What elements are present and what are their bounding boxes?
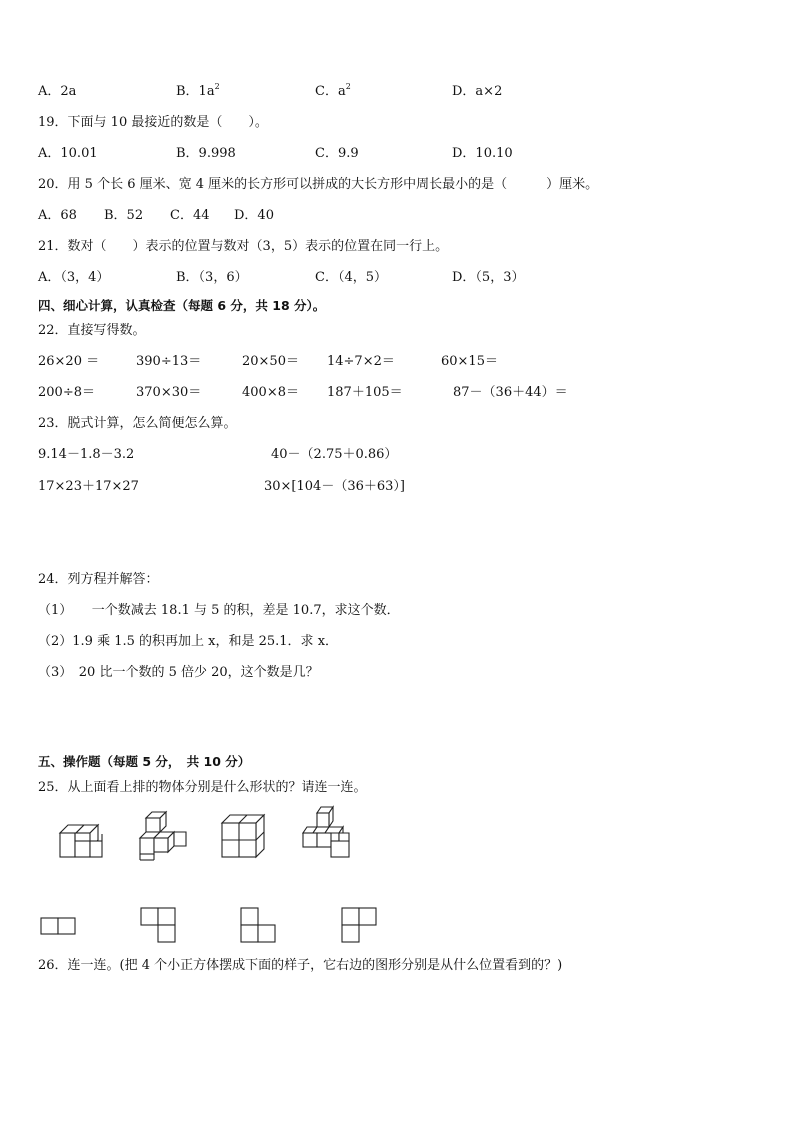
q25-stem: 25．从上面看上排的物体分别是什么形状的？请连一连。 <box>38 780 367 795</box>
q22-r1-c2: 390÷13＝ <box>136 354 202 369</box>
q19-option-c: C．9.9 <box>315 146 359 161</box>
q24-item-3: （3） 20 比一个数的 5 倍少 20，这个数是几？ <box>38 665 319 680</box>
q24-stem: 24．列方程并解答： <box>38 572 159 587</box>
section-5-heading: 五、操作题（每题 5 分， 共 10 分） <box>38 754 251 769</box>
q22-r1-c1: 26×20 ＝ <box>38 354 100 369</box>
q18-option-a: A．2a <box>38 84 77 99</box>
q19-option-a: A．10.01 <box>38 146 98 161</box>
q22-r2-c1: 200÷8＝ <box>38 385 95 400</box>
q23-expr-1: 9.14－1.8－3.2 <box>38 447 135 462</box>
q23-stem: 23．脱式计算，怎么简便怎么算。 <box>38 416 237 431</box>
q23-expr-2: 40－（2.75＋0.86） <box>271 447 398 462</box>
q20-option-c: C．44 <box>170 208 210 223</box>
q22-r2-c5: 87－（36＋44）＝ <box>453 385 568 400</box>
q18-option-d: D．a×2 <box>452 84 503 99</box>
q18-option-c-exponent: 2 <box>345 82 351 91</box>
q21-option-a: A．（3，4） <box>38 270 110 285</box>
q20-option-a: A．68 <box>38 208 77 223</box>
q22-r1-c4: 14÷7×2＝ <box>327 354 395 369</box>
q22-r2-c4: 187＋105＝ <box>327 385 403 400</box>
top-view-shape-2 <box>140 907 178 945</box>
section-4-heading: 四、细心计算，认真检查（每题 6 分，共 18 分）。 <box>38 298 326 313</box>
q20-stem: 20．用 5 个长 6 厘米、宽 4 厘米的长方形可以拼成的大长方形中周长最小的是（ ）厘米。 <box>38 177 599 192</box>
cube-figure-3 <box>220 813 270 859</box>
q21-option-d: D．（5，3） <box>452 270 525 285</box>
q19-stem: 19．下面与 10 最接近的数是（ ）。 <box>38 115 268 130</box>
q26-stem: 26．连一连。(把 4 个小正方体摆成下面的样子，它右边的图形分别是从什么位置看到的？) <box>38 958 563 973</box>
q22-r1-c3: 20×50＝ <box>242 354 299 369</box>
q22-r1-c5: 60×15＝ <box>441 354 498 369</box>
q23-expr-4: 30×[104－（36＋63）] <box>264 479 405 494</box>
q22-r2-c3: 400×8＝ <box>242 385 299 400</box>
cube-figure-4 <box>301 805 353 859</box>
q18-option-b: B．$1a^2$ <box>176 82 220 99</box>
q19-option-d: D．10.10 <box>452 146 513 161</box>
q22-r2-c2: 370×30＝ <box>136 385 202 400</box>
q18-option-c: C．$a^2$ <box>315 82 351 99</box>
top-view-shape-3 <box>240 907 278 945</box>
q24-item-1: （1） 一个数减去 18.1 与 5 的积，差是 10.7，求这个数． <box>38 603 400 618</box>
q19-option-b: B．9.998 <box>176 146 236 161</box>
q22-stem: 22．直接写得数。 <box>38 323 146 338</box>
cube-figure-1 <box>56 823 106 859</box>
q23-expr-3: 17×23＋17×27 <box>38 479 139 494</box>
q24-item-2: （2）1.9 乘 1.5 的积再加上 x，和是 25.1．求 x． <box>38 634 339 649</box>
q20-option-b: B．52 <box>104 208 144 223</box>
cube-figure-2 <box>136 810 188 862</box>
q20-option-d: D．40 <box>234 208 274 223</box>
q21-stem: 21．数对（ ）表示的位置与数对（3，5）表示的位置在同一行上。 <box>38 239 449 254</box>
q21-option-b: B．（3，6） <box>176 270 248 285</box>
q18-option-b-exponent: 2 <box>214 82 220 91</box>
q21-option-c: C．（4，5） <box>315 270 387 285</box>
top-view-shape-1 <box>40 917 76 937</box>
top-view-shape-4 <box>341 907 379 945</box>
